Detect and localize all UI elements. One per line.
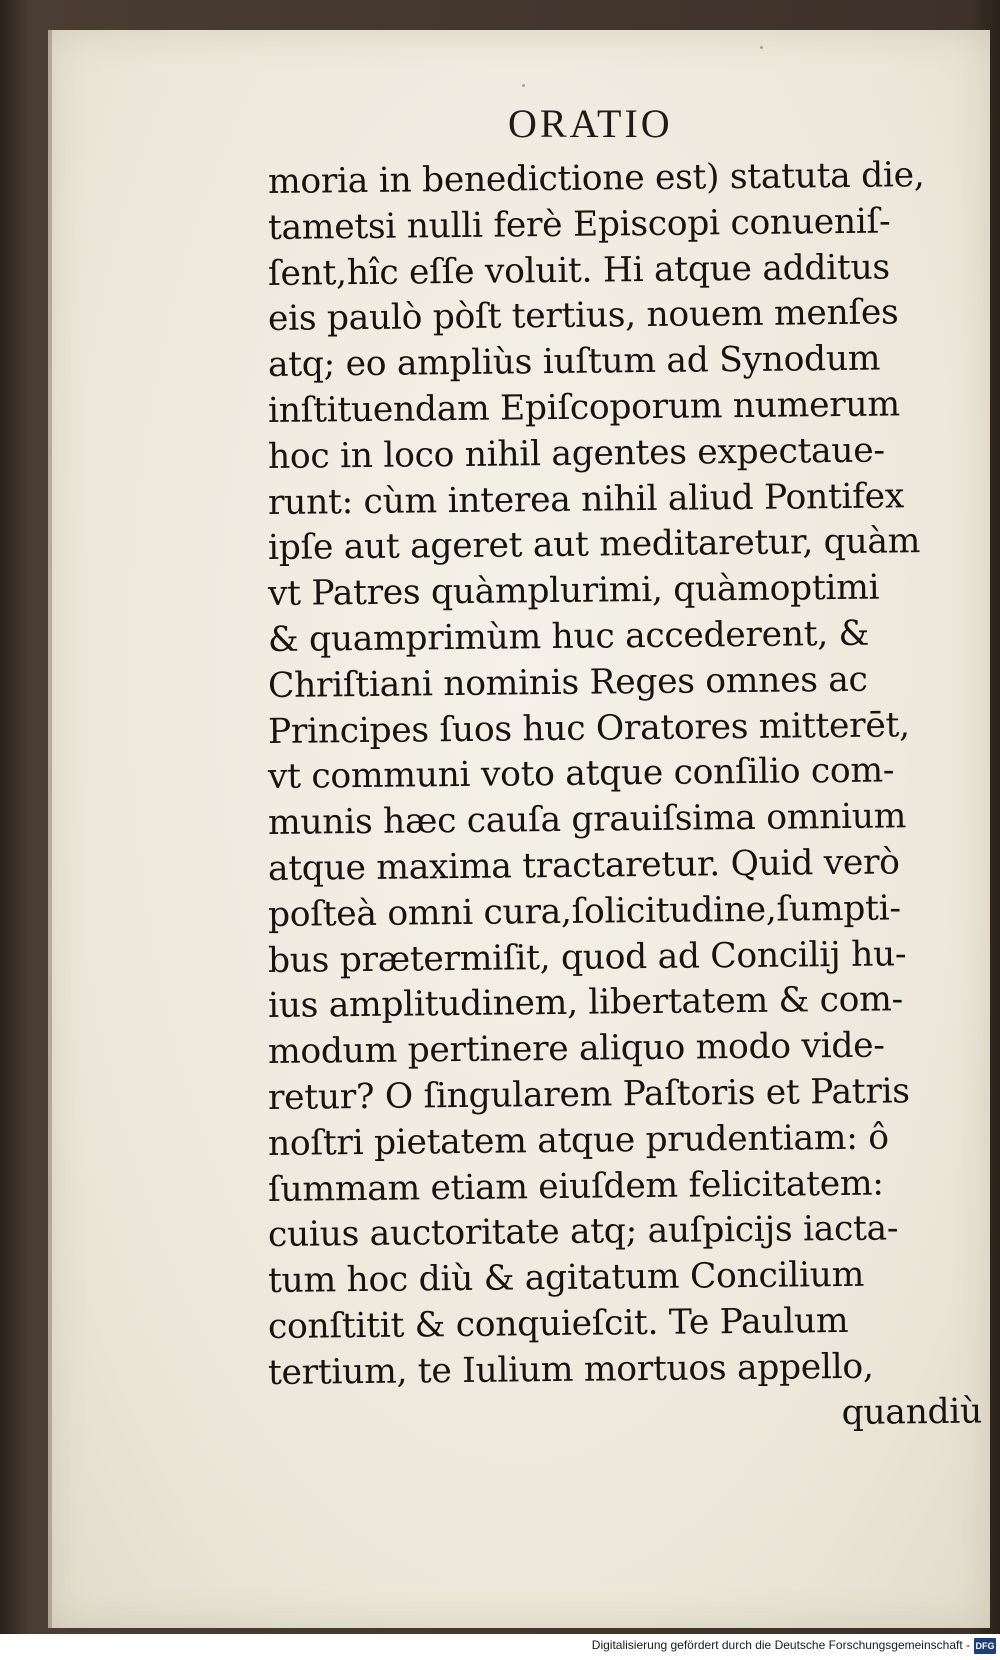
text-line: runt: cùm interea nihil aliud Pontifex [267,475,905,523]
text-line: ipſe aut ageret aut meditaretur, quàm [267,521,921,569]
text-line: & quamprimùm huc accederent, & [267,613,870,660]
ink-speck [760,46,763,49]
ink-speck [522,84,525,87]
text-line: moria in benedictione est) statuta die, [267,155,925,202]
text-line: cuius auctoritate atq; auſpicijs iacta- [267,1208,899,1256]
running-head [0,100,1000,147]
running-head-title: ORATIO [508,101,673,146]
text-line: bus prætermiſit, quod ad Concilij hu- [267,933,907,981]
text-line: retur? O ſingularem Paſtoris et Patris [267,1071,910,1118]
text-line: noſtri pietatem atque prudentiam: ô [267,1117,889,1164]
text-line: munis hæc cauſa grauiſsima omnium [267,796,907,844]
text-line: inſtituendam Epiſcoporum numerum [267,384,900,431]
text-line: ius amplitudinem, libertatem & com- [267,979,904,1027]
text-line: modum pertinere aliquo modo vide- [267,1025,885,1073]
text-line: conſtitit & conquieſcit. Te Paulum [267,1300,849,1347]
text-line: tertium, te Iulium mortuos appello, [267,1346,874,1393]
body-text [267,155,988,1442]
text-line: atq; eo ampliùs iuſtum ad Synodum [267,338,881,386]
text-line: ſummam etiam eiuſdem felicitatem: [267,1163,884,1210]
dfg-logo: DFG [974,1638,996,1654]
text-line: tametsi nulli ferè Episcopi conueniſ- [267,201,891,248]
funding-credit: Digitalisierung gefördert durch die Deutsche Forschungsgemeinschaft - [591,1638,970,1652]
text-line: ſent,hîc eſſe voluit. Hi atque additus [267,247,891,294]
digitization-footer [0,1634,1000,1660]
text-line: atque maxima tractaretur. Quid verò [267,842,900,889]
text-line: hoc in loco nihil agentes expectaue- [267,430,885,477]
text-line: vt communi voto atque conſilio com- [267,750,895,798]
text-line: Chriſtiani nominis Reges omnes ac [267,659,868,706]
text-line: vt Patres quàmplurimi, quàmoptimi [267,567,880,615]
text-line: eis paulò pòſt tertius, nouem menſes [267,292,899,340]
page-edge [48,30,52,1628]
text-line: tum hoc diù & agitatum Concilium [267,1254,865,1302]
text-line: Principes ſuos huc Oratores mitterēt, [267,704,910,752]
catchword: quandiù [841,1391,983,1433]
text-line: poſteà omni cura,ſolicitudine,ſumpti- [267,888,901,935]
